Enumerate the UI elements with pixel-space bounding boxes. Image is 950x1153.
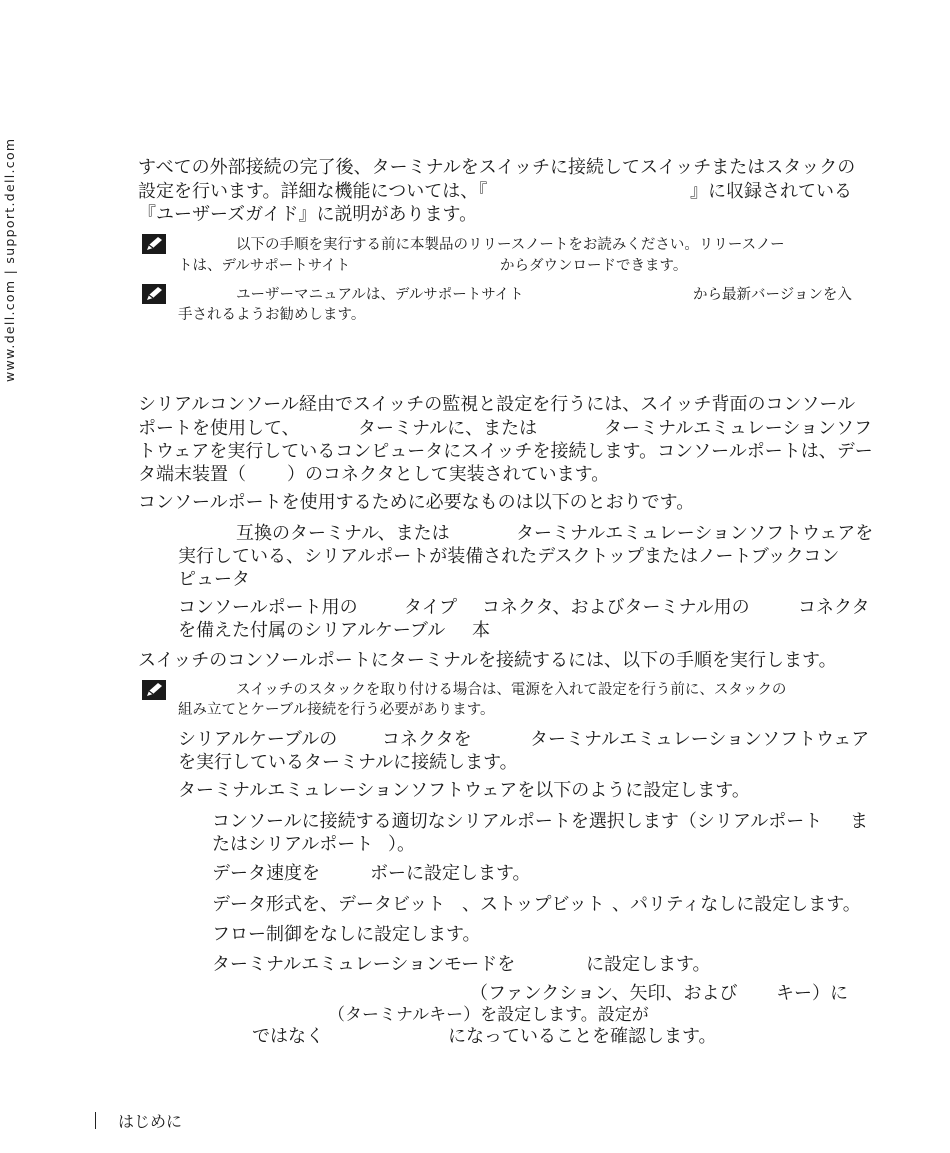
substep6-line-1a: （ファンクション、矢印、および (470, 983, 738, 1004)
note-pencil-icon (142, 234, 166, 254)
console-p2: コンソールポートを使用するために必要なものは以下のとおりです。 (138, 492, 695, 513)
step1-line-2: を実行しているターミナルに接続します。 (178, 752, 518, 773)
note3-line-2: 組み立てとケーブル接続を行う必要があります。 (178, 702, 495, 718)
substep4: フロー制御をなしに設定します。 (212, 924, 481, 945)
substep1-line-2b: ）。 (388, 834, 415, 855)
footer-divider (95, 1112, 96, 1129)
substep5a: ターミナルエミュレーションモードを (212, 954, 516, 975)
substep6-line-1b: キー）に (776, 983, 848, 1004)
req1-line-2: 実行している、シリアルポートが装備されたデスクトップまたはノートブックコン (178, 546, 840, 567)
substep1-line-1a: コンソールに接続する適切なシリアルポートを選択します（シリアルポート (212, 811, 823, 832)
note1-line-1: 以下の手順を実行する前に本製品のリリースノートをお読みください。リリースノー (236, 237, 785, 253)
req2-line-2b: 本 (472, 620, 490, 641)
console-p1-line-4b: ）のコネクタとして実装されています。 (287, 464, 610, 485)
req1-line-1a: 互換のターミナル、または (236, 523, 450, 544)
req2-line-1c: コネクタ、およびターミナル用の (482, 597, 750, 618)
substep6-line-2: （ターミナルキー）を設定します。設定が (328, 1005, 649, 1025)
substep5b: に設定します。 (586, 954, 711, 975)
req2-line-1a: コンソールポート用の (178, 597, 358, 618)
sidebar-url: www.dell.com | support.dell.com (2, 137, 17, 382)
console-p3: スイッチのコンソールポートにターミナルを接続するには、以下の手順を実行します。 (138, 650, 837, 671)
note-pencil-icon (142, 284, 166, 304)
note-pencil-icon (142, 680, 166, 700)
substep1-line-2a: たはシリアルポート (212, 834, 374, 855)
step2-text: ターミナルエミュレーションソフトウェアを以下のように設定します。 (178, 780, 750, 801)
step1-line-1a: シリアルケーブルの (178, 729, 338, 750)
intro-line-1: すべての外部接続の完了後、ターミナルをスイッチに接続してスイッチまたはスタックの (138, 157, 856, 178)
console-p1-line-2c: ターミナルエミュレーションソフ (604, 418, 873, 439)
substep1-line-1b: ま (850, 811, 868, 832)
step1-line-1b: コネクタを (382, 729, 472, 750)
note2-line-2: 手されるようお勧めします。 (178, 307, 366, 323)
intro-line-3: 『ユーザーズガイド』に説明があります。 (138, 204, 478, 225)
console-p1-line-3: トウェアを実行しているコンピュータにスイッチを接続します。コンソールポートは、デー (138, 441, 873, 462)
substep2a: データ速度を (212, 863, 320, 884)
note3-line-1: スイッチのスタックを取り付ける場合は、電源を入れて設定を行う前に、スタックの (236, 682, 787, 698)
req2-line-1d: コネクタ (798, 597, 870, 618)
req2-line-2a: を備えた付属のシリアルケーブル (178, 620, 446, 641)
console-p1-line-2a: ポートを使用して、 (138, 418, 300, 439)
req1-line-3: ピュータ (178, 569, 250, 590)
req2-line-1b: タイプ (404, 597, 458, 618)
intro-line-2a: 設定を行います。詳細な機能については、『 (138, 181, 488, 202)
console-p1-line-2b: ターミナルに、または (358, 418, 538, 439)
req1-line-1b: ターミナルエミュレーションソフトウェアを (516, 523, 874, 544)
console-p1-line-4a: タ端末装置（ (138, 464, 246, 485)
note1-line-2b: からダウンロードできます。 (500, 258, 688, 274)
substep6-line-3b: になっていることを確認します。 (448, 1026, 717, 1047)
substep3c: 、パリティなしに設定します。 (612, 894, 861, 915)
console-p1-line-1: シリアルコンソール経由でスイッチの監視と設定を行うには、スイッチ背面のコンソール (138, 394, 856, 415)
substep2b: ボーに設定します。 (370, 863, 531, 884)
step1-line-1c: ターミナルエミュレーションソフトウェア (530, 729, 870, 750)
note2-line-1a: ユーザーマニュアルは、デルサポートサイト (236, 287, 524, 303)
substep3b: 、ストップビット (462, 894, 605, 915)
substep3a: データ形式を、データビット (212, 894, 446, 915)
footer-chapter-title: はじめに (118, 1112, 183, 1131)
note2-line-1b: から最新バージョンを入 (693, 287, 852, 303)
intro-line-2b: 』に収録されている (690, 181, 852, 202)
substep6-line-3a: ではなく (252, 1026, 324, 1047)
note1-line-2a: トは、デルサポートサイト (178, 258, 351, 274)
